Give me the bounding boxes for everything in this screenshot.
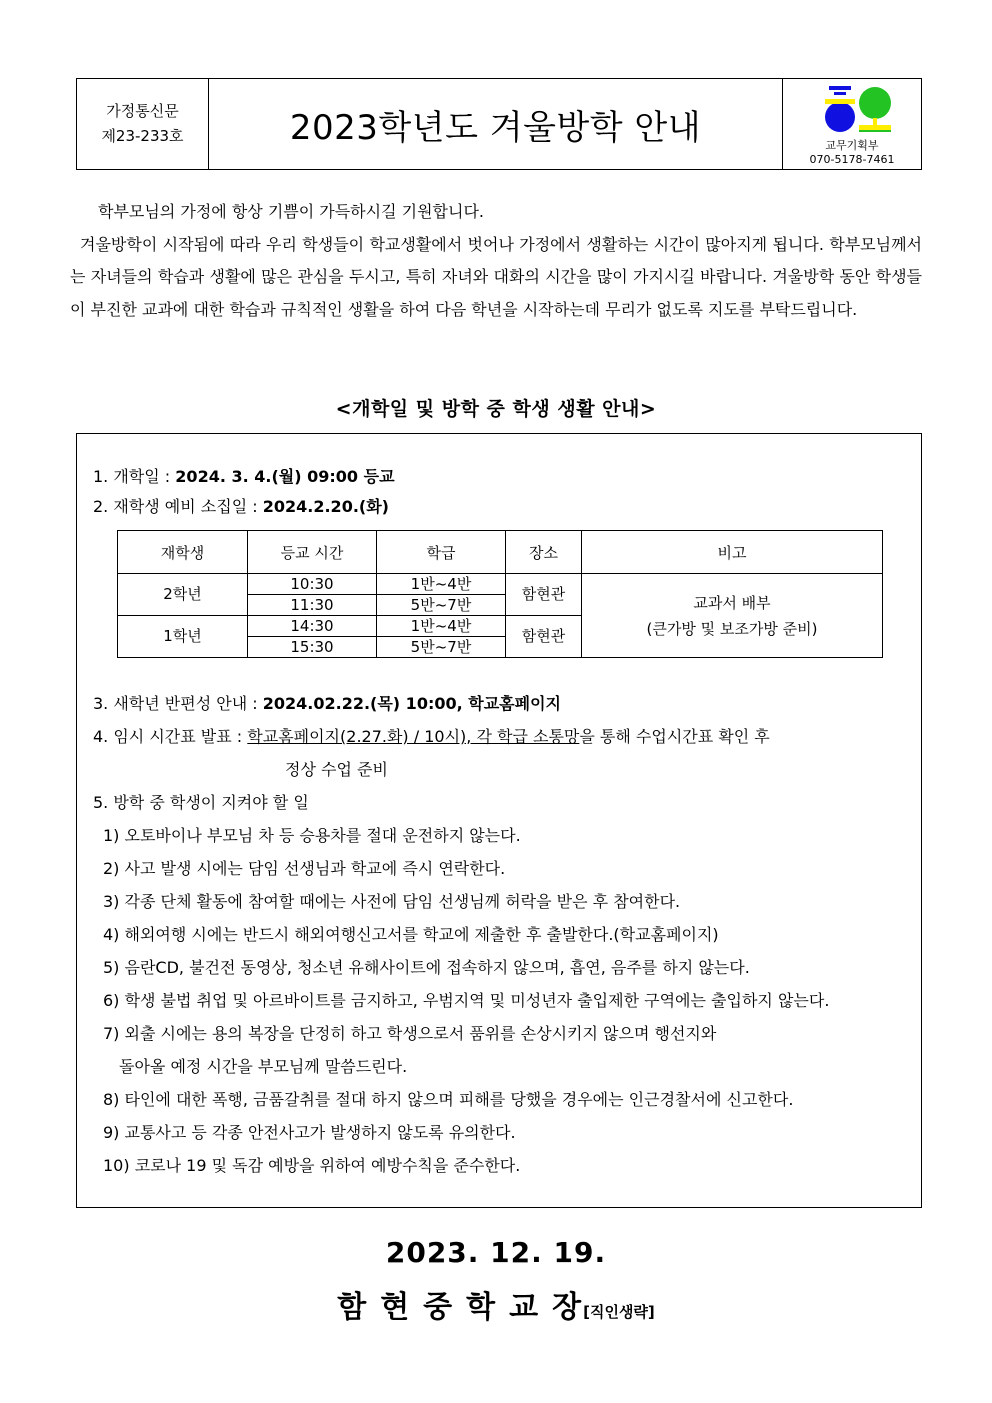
intro-body: 겨울방학이 시작됨에 따라 우리 학생들이 학교생활에서 벗어나 가정에서 생활하는 시간이 많아지게 됩니다. 학부모님께서는 자녀들의 학습과 생활에 많은 관심을 두시고, 특히 자녀와 대화의 시간을 많이 가지시길 바랍니다. 겨울방학 동안 학생들이 부진한 교과에 대한 학습과 규칙적인 생활을 하여 다음 학년을 시작하는데 무리가 없도록 지도를 부탁드립니다. [70,234,922,319]
column-header: 장소 [506,531,582,574]
class-cell: 5반~7반 [377,595,506,616]
department-name: 교무기획부 [825,139,879,152]
item-temporary-timetable [93,724,770,747]
item-label: 4. 임시 시간표 발표 : [93,727,248,746]
note-line: (큰가방 및 보조가방 준비) [646,619,818,638]
rule-item: 8) 타인에 대한 폭행, 금품갈취를 절대 하지 않으며 피해를 당했을 경우에는 인근경찰서에 신고한다. [103,1090,794,1109]
class-cell: 1반~4반 [377,616,506,637]
rule-item: 1) 오토바이나 부모님 차 등 승용차를 절대 운전하지 않는다. [103,826,521,845]
seal-note: [직인생략] [583,1303,655,1321]
greeting: 학부모님의 가정에 항상 기쁨이 가득하시길 기원합니다. [98,202,485,221]
class-cell: 5반~7반 [377,637,506,658]
school-logo-block [782,79,921,169]
guidance-box [76,433,922,1208]
note-cell [582,574,883,658]
place-cell: 함현관 [506,574,582,616]
item-label: 3. 새학년 반편성 안내 : [93,694,263,713]
class-cell: 1반~4반 [377,574,506,595]
item-label: 1. 개학일 : [93,467,176,486]
item-class-assignment [93,691,561,714]
item-label: 2. 재학생 예비 소집일 : [93,497,263,516]
schedule-table [117,530,883,658]
time-cell: 15:30 [248,637,377,658]
column-header: 재학생 [118,531,248,574]
item-value: 2024.2.20.(화) [262,497,389,516]
time-cell: 10:30 [248,574,377,595]
signer-block [0,1282,992,1326]
school-logo [825,85,895,137]
rule-item: 5) 음란CD, 불건전 동영상, 청소년 유해사이트에 접속하지 않으며, 흡연, 음주를 하지 않는다. [103,958,750,977]
department-phone: 070-5178-7461 [809,153,895,166]
place-cell: 함현관 [506,616,582,658]
rule-item-continuation: 돌아올 예정 시간을 부모님께 말씀드린다. [119,1057,408,1076]
notice-type: 가정통신문 [106,102,179,120]
column-header: 비고 [582,531,883,574]
rule-item: 4) 해외여행 시에는 반드시 해외여행신고서를 학교에 제출한 후 출발한다.(학교홈페이지) [103,925,719,944]
section-title: <개학일 및 방학 중 학생 생활 안내> [335,398,657,420]
column-header: 학급 [377,531,506,574]
table-header-row [118,531,883,574]
grade-cell: 2학년 [118,574,248,616]
signer-name: 함현중학교장 [337,1290,596,1325]
rule-item: 2) 사고 발생 시에는 담임 선생님과 학교에 즉시 연락한다. [103,859,506,878]
intro-text [70,196,922,326]
column-header: 등교 시간 [248,531,377,574]
rule-item: 10) 코로나 19 및 독감 예방을 위하여 예방수칙을 준수한다. [103,1156,521,1175]
letterhead [76,78,922,170]
note-line: 교과서 배부 [693,593,771,612]
item-reopening [93,464,395,487]
rule-item: 7) 외출 시에는 용의 복장을 단정히 하고 학생으로서 품위를 손상시키지 않으며 행선지와 [103,1024,717,1043]
item-preliminary-gathering [93,494,389,517]
item-value: 2024. 3. 4.(월) 09:00 등교 [175,467,395,486]
page-title: 2023학년도 겨울방학 안내 [289,107,702,148]
rule-item: 9) 교통사고 등 각종 안전사고가 발생하지 않도록 유의한다. [103,1123,516,1142]
issue-date: 2023. 12. 19. [385,1236,607,1269]
rule-item: 3) 각종 단체 활동에 참여할 때에는 사전에 담임 선생님께 허락을 받은 후 참여한다. [103,892,681,911]
item-value: 학교홈페이지(2.27.화) / 10시), 각 학급 소통망 [247,727,580,746]
item-value-rest: 을 통해 수업시간표 확인 후 [579,727,770,746]
item-timetable-continuation: 정상 수업 준비 [285,760,388,779]
grade-cell: 1학년 [118,616,248,658]
rule-item: 6) 학생 불법 취업 및 아르바이트를 금지하고, 우범지역 및 미성년자 출입제한 구역에는 출입하지 않는다. [103,991,830,1010]
table-row [118,574,883,595]
item-rules-heading: 5. 방학 중 학생이 지켜야 할 일 [93,793,309,812]
item-value: 2024.02.22.(목) 10:00, 학교홈페이지 [262,694,561,713]
notice-number: 제23-233호 [101,127,184,145]
time-cell: 11:30 [248,595,377,616]
time-cell: 14:30 [248,616,377,637]
notice-info [77,79,209,169]
